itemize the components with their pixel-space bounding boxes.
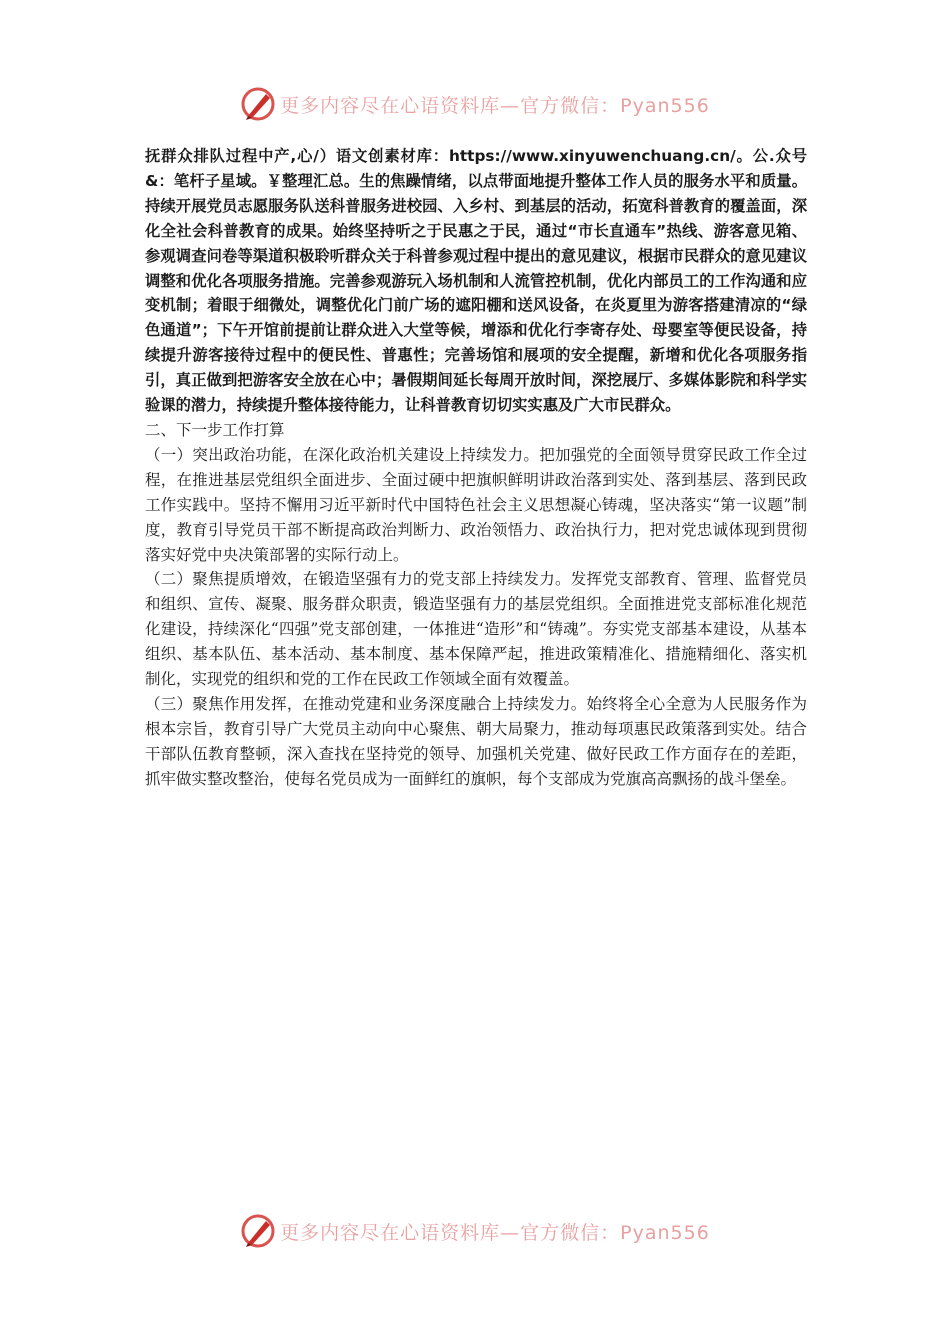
watermark-text: 更多内容尽在心语资料库—官方微信：Pyan556	[280, 1221, 710, 1244]
work-item-1: （一）突出政治功能，在深化政治机关建设上持续发力。把加强党的全面领导贯穿民政工作全过程，在推进基层党组织全面进步、全面过硬中把旗帜鲜明讲政治落到实处、落到基层、落到民政工作实践中。坚持不懈用习近平新时代中国特色社会主义思想凝心铸魂，坚决落实“第一议题”制度，教育引导党员干部不断提高政治判断力、政治领悟力、政治执行力，把对党忠诚体现到贯彻落实好党中央决策部署的实际行动上。	[145, 445, 807, 564]
section-heading: 二、下一步工作打算	[145, 420, 285, 439]
document-body	[145, 144, 807, 792]
header-watermark	[0, 84, 950, 124]
footer-watermark	[0, 1211, 950, 1251]
work-item-2: （二）聚焦提质增效，在锻造坚强有力的党支部上持续发力。发挥党支部教育、管理、监督党员和组织、宣传、凝聚、服务群众职责，锻造坚强有力的基层党组织。全面推进党支部标准化规范化建设，持续深化“四强”党支部创建，一体推进“造形”和“铸魂”。夯实党支部基本建设，从基本组织、基本队伍、基本活动、基本制度、基本保障严起，推进政策精准化、措施精细化、落实机制化，实现党的组织和党的工作在民政工作领域全面有效覆盖。	[145, 570, 807, 689]
intro-paragraph: 抚群众排队过程中产,心/）语文创素材库：https://www.xinyuwenchuang.cn/。公.众号&：笔杆子星域。￥整理汇总。生的焦躁情绪，以点带面地提升整体工作人员的服务水平和质量。持续开展党员志愿服务队送科普服务进校园、入乡村、到基层的活动，拓宽科普教育的覆盖面，深化全社会科普教育的成果。始终坚持听之于民惠之于民，通过“市长直通车”热线、游客意见箱、参观调查问卷等渠道积极聆听群众关于科普参观过程中提出的意见建议，根据市民群众的意见建议调整和优化各项服务措施。完善参观游玩入场机制和人流管控机制，优化内部员工的工作沟通和应变机制；着眼于细微处，调整优化门前广场的遮阳棚和送风设备，在炎夏里为游客搭建清凉的“绿色通道”；下午开馆前提前让群众进入大堂等候，增添和优化行李寄存处、母婴室等便民设备，持续提升游客接待过程中的便民性、普惠性；完善场馆和展项的安全提醒，新增和优化各项服务指引，真正做到把游客安全放在心中；暑假期间延长每周开放时间，深挖展厅、多媒体影院和科学实验课的潜力，持续提升整体接待能力，让科普教育切切实实惠及广大市民群众。	[145, 147, 807, 415]
pen-nib-logo-icon	[240, 86, 276, 122]
watermark-text: 更多内容尽在心语资料库—官方微信：Pyan556	[280, 94, 710, 117]
work-item-3: （三）聚焦作用发挥，在推动党建和业务深度融合上持续发力。始终将全心全意为人民服务作为根本宗旨，教育引导广大党员主动向中心聚焦、朝大局聚力，推动每项惠民政策落到实处。结合干部队伍教育整顿，深入查找在坚持党的领导、加强机关党建、做好民政工作方面存在的差距，抓牢做实整改整治，使每名党员成为一面鲜红的旗帜，每个支部成为党旗高高飘扬的战斗堡垒。	[145, 694, 807, 788]
pen-nib-logo-icon	[240, 1213, 276, 1249]
